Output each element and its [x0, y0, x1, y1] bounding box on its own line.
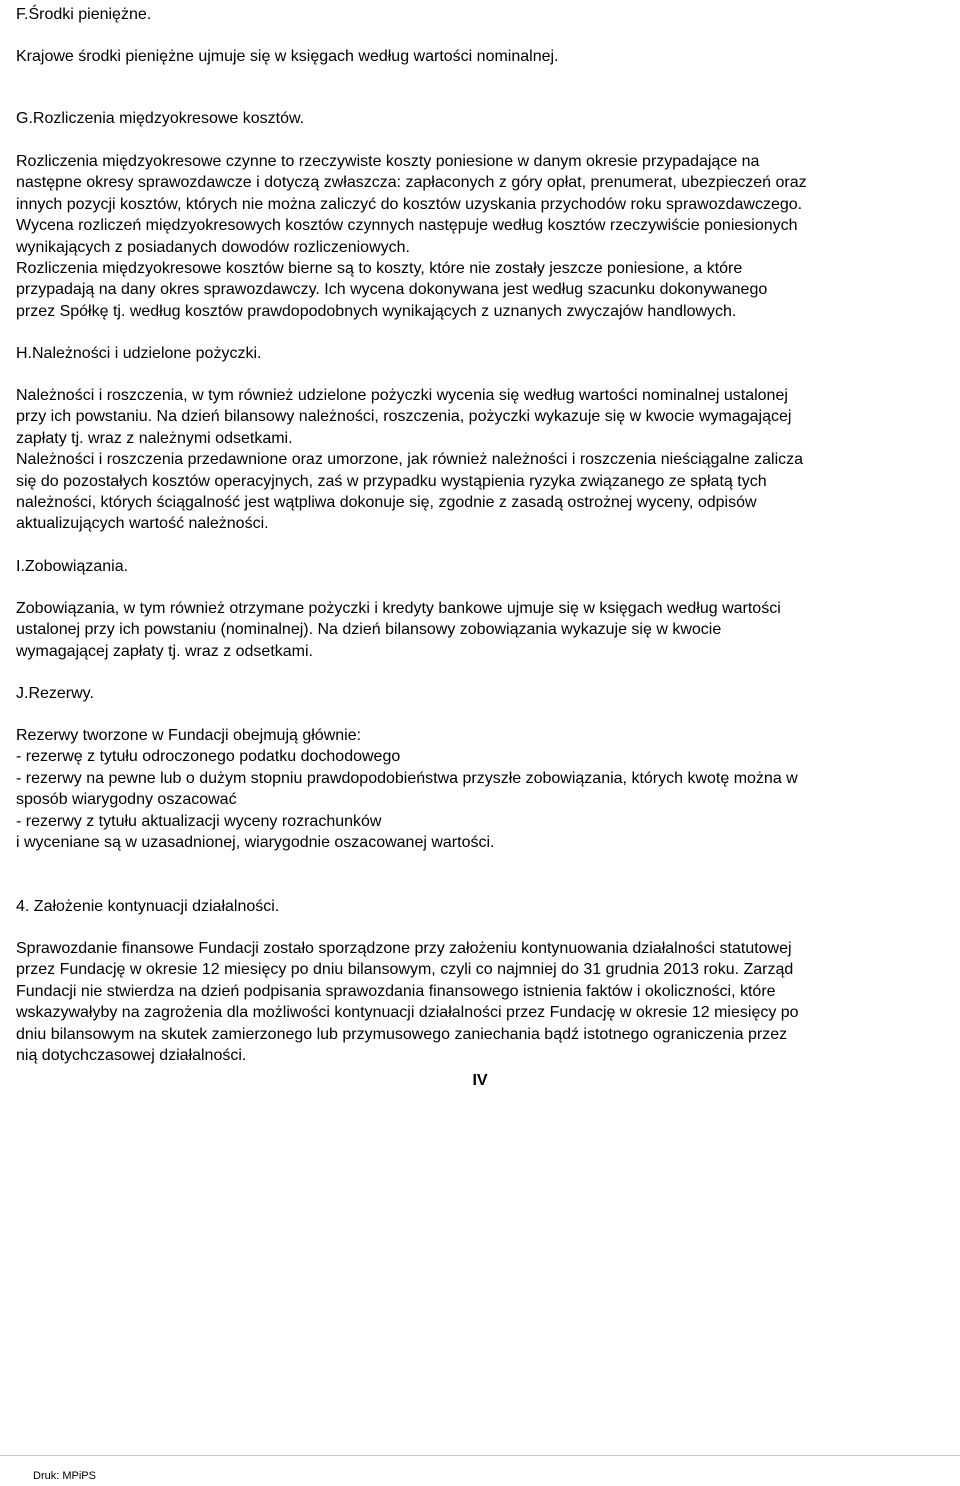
text-line: przypadają na dany okres sprawozdawczy. Ich wycena dokonywana jest według szacunku dokonywanego: [16, 281, 768, 299]
text-line: wymagającej zapłaty tj. wraz z odsetkami.: [16, 642, 313, 660]
text-line: następne okresy sprawozdawcze i dotyczą zwłaszcza: zapłaconych z góry opłat, prenumerat, ubezpieczeń oraz: [16, 174, 807, 192]
heading-rozliczenia: [16, 108, 952, 129]
paragraph-kontynuacja: [16, 938, 952, 1066]
text-line: się do pozostałych kosztów operacyjnych, zaś w przypadku wystąpienia ryzyka związanego ze spłatą tych: [16, 472, 767, 490]
text-line: Rozliczenia międzyokresowe czynne to rzeczywiste koszty poniesione w danym okresie przypadające na: [16, 153, 760, 170]
text-line: wskazywałyby na zagrożenia dla możliwości kontynuacji działalności przez Fundację w okresie 12 miesięcy po: [16, 1004, 799, 1022]
text-line: innych pozycji kosztów, których nie można zaliczyć do kosztów uzyskania przychodów roku sprawozdawczego.: [16, 195, 803, 213]
text-line: sposób wiarygodny oszacować: [16, 791, 237, 809]
text-line: F.Środki pieniężne.: [16, 6, 152, 23]
text-line: Należności i roszczenia przedawnione oraz umorzone, jak również należności i roszczenia nieściągalne zalicza: [16, 451, 804, 469]
text-line: Rozliczenia międzyokresowe kosztów bierne są to koszty, które nie zostały jeszcze poniesione, a które: [16, 260, 743, 278]
text-line: 4. Założenie kontynuacji działalności.: [16, 898, 280, 915]
text-line: zapłaty tj. wraz z należnymi odsetkami.: [16, 429, 293, 447]
heading-rezerwy: [16, 683, 952, 704]
text-line: Fundacji nie stwierdza na dzień podpisania sprawozdania finansowego istnienia faktów i okoliczności, które: [16, 982, 776, 1000]
heading-kontynuacja: [16, 896, 952, 917]
heading-srodki-pieniezne: [16, 4, 952, 25]
text-line: J.Rezerwy.: [16, 685, 94, 702]
text-line: aktualizujących wartość należności.: [16, 515, 269, 533]
text-line: Należności i roszczenia, w tym również udzielone pożyczki wycenia się według wartości nominalnej ustalonej: [16, 387, 788, 404]
text-line: przy ich powstaniu. Na dzień bilansowy należności, roszczenia, pożyczki wykazuje się w kwocie wymagającej: [16, 408, 792, 426]
text-line: Wycena rozliczeń międzyokresowych kosztów czynnych następuje według kosztów rzeczywiście poniesionych: [16, 217, 798, 235]
text-line: przez Spółkę tj. według kosztów prawdopodobnych wynikających z uznanych zwyczajów handlowych.: [16, 302, 737, 320]
text-line: H.Należności i udzielone pożyczki.: [16, 345, 262, 362]
text-line: Sprawozdanie finansowe Fundacji zostało sporządzone przy założeniu kontynuowania działalności statutowej: [16, 940, 792, 957]
page-number: IV: [472, 1072, 488, 1089]
text-line: nią dotychczasowej działalności.: [16, 1047, 247, 1065]
paragraph-naleznosci: [16, 385, 952, 535]
paragraph-rezerwy: [16, 725, 952, 853]
text-line: ustalonej przy ich powstaniu (nominalnej). Na dzień bilansowy zobowiązania wykazuje się w kwocie: [16, 621, 722, 639]
text-line: - rezerwy na pewne lub o dużym stopniu prawdopodobieństwa przyszłe zobowiązania, których kwotę można w: [16, 769, 798, 787]
text-line: Rezerwy tworzone w Fundacji obejmują głównie:: [16, 727, 362, 744]
text-line: przez Fundację w okresie 12 miesięcy po dniu bilansowym, czyli co najmniej do 31 grudnia 2013 roku. Zarząd: [16, 961, 794, 979]
text-line: wynikających z posiadanych dowodów rozliczeniowych.: [16, 238, 410, 256]
paragraph-rozliczenia: [16, 151, 952, 322]
text-line: dniu bilansowym na skutek zamierzonego lub przymusowego zaniechania bądź istotnego ograniczenia przez: [16, 1025, 788, 1043]
footer-print-label: Druk: MPiPS: [33, 1470, 96, 1482]
paragraph-srodki-pieniezne: [16, 46, 952, 67]
heading-zobowiazania: [16, 556, 952, 577]
text-line: i wyceniane są w uzasadnionej, wiarygodnie oszacowanej wartości.: [16, 834, 495, 852]
text-line: G.Rozliczenia międzyokresowe kosztów.: [16, 110, 305, 127]
heading-naleznosci: [16, 343, 952, 364]
footer-divider: [0, 1455, 960, 1456]
text-line: Krajowe środki pieniężne ujmuje się w księgach według wartości nominalnej.: [16, 48, 559, 65]
text-line: I.Zobowiązania.: [16, 558, 129, 575]
paragraph-zobowiazania: [16, 598, 952, 662]
text-line: - rezerwę z tytułu odroczonego podatku dochodowego: [16, 748, 401, 766]
text-line: Zobowiązania, w tym również otrzymane pożyczki i kredyty bankowe ujmuje się w księgach według wartości: [16, 600, 781, 617]
text-line: należności, których ściągalność jest wątpliwa dokonuje się, zgodnie z zasadą ostrożnej wyceny, odpisów: [16, 494, 757, 512]
text-line: - rezerwy z tytułu aktualizacji wyceny rozrachunków: [16, 812, 382, 830]
